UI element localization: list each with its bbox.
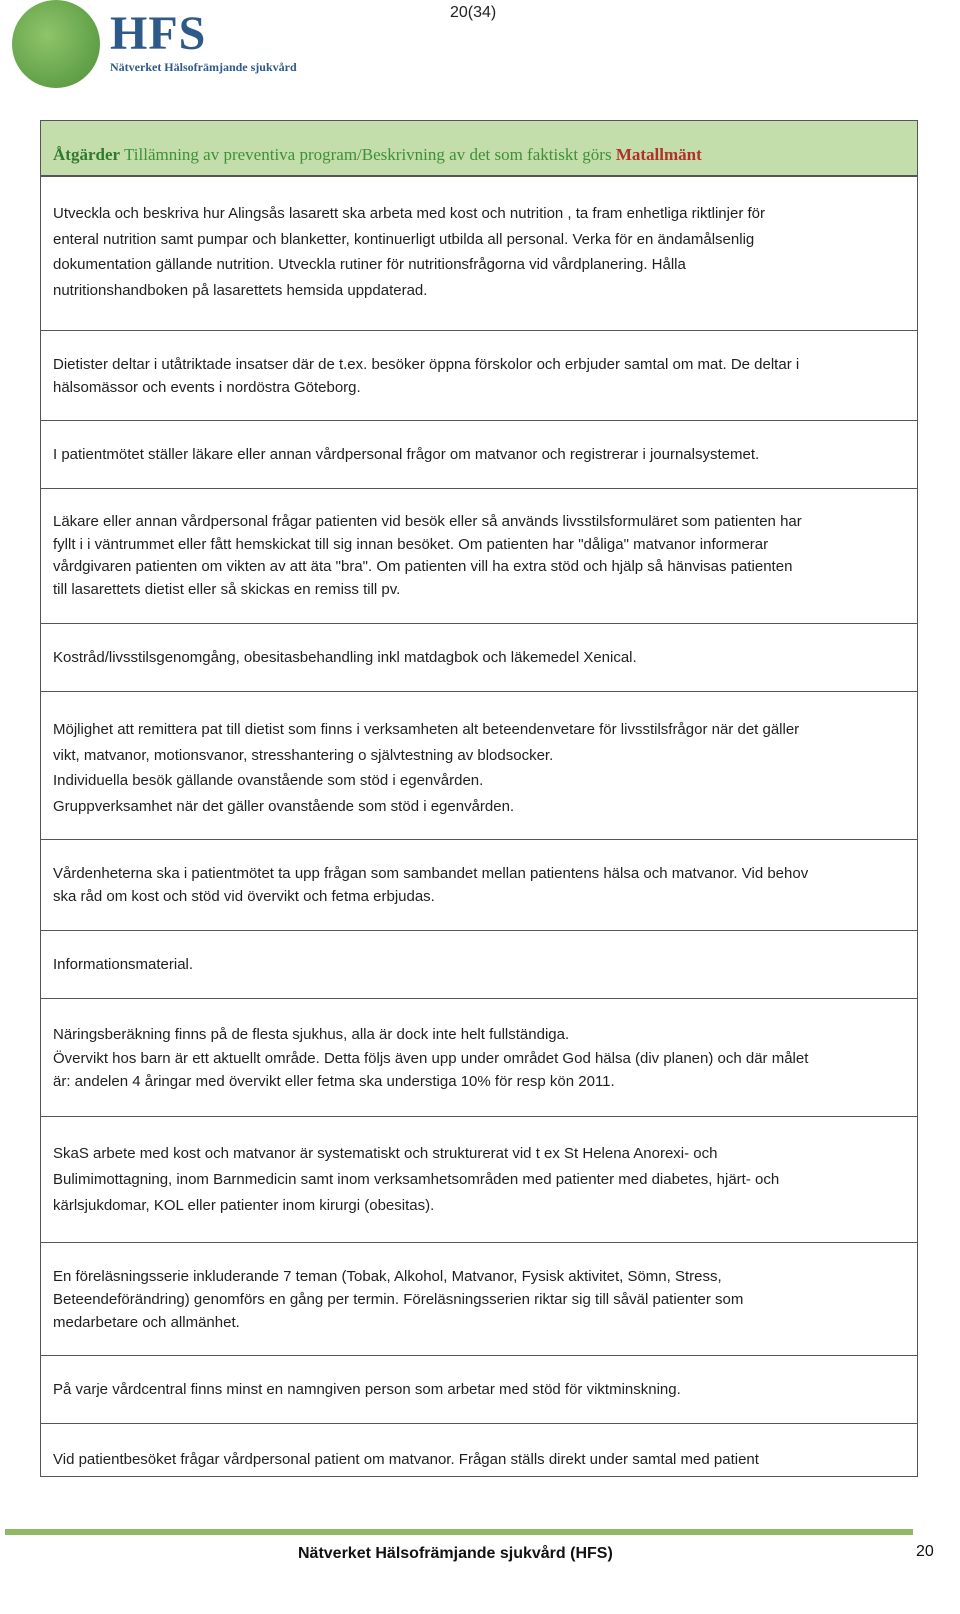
text-line: SkaS arbete med kost och matvanor är systematiskt och strukturerat vid t ex St Helena Anorexi- och (53, 1145, 718, 1162)
table-row (40, 1355, 918, 1424)
text-line: är: andelen 4 åringar med övervikt eller fetma ska understiga 10% för resp kön 2011. (53, 1073, 615, 1090)
table-row (40, 930, 918, 999)
text-line: fyllt i i väntrummet eller fått hemskickat till sig innan besöket. Om patienten har "dåliga" matvanor informerar (53, 535, 769, 553)
text-line: Övervikt hos barn är ett aktuellt område. Detta följs även upp under området God hälsa (div planen) och där målet (53, 1049, 809, 1067)
table-row (40, 420, 918, 489)
text-line: Beteendeförändring) genomförs en gång per termin. Föreläsningsserien riktar sig till såväl patienter som (53, 1291, 744, 1308)
table-row (40, 1423, 918, 1477)
row-text (53, 1448, 905, 1472)
text-line: En föreläsningsserie inkluderande 7 teman (Tobak, Alkohol, Matvanor, Fysisk aktivitet, Sömn, Stress, (53, 1268, 722, 1285)
table-row (40, 998, 918, 1117)
table-row (40, 176, 918, 331)
row-text (53, 646, 905, 670)
row-text (53, 353, 905, 399)
heading-actions: Åtgärder (53, 145, 121, 164)
text-line: På varje vårdcentral finns minst en namngiven person som arbetar med stöd för viktminskning. (53, 1381, 681, 1398)
text-line: Bulimimottagning, inom Barnmedicin samt inom verksamhetsområden med patienter med diabetes, hjärt- och (53, 1171, 780, 1188)
table-row (40, 691, 918, 840)
logo-subtitle: Nätverket Hälsofrämjande sjukvård (110, 60, 297, 74)
footer-divider (5, 1529, 913, 1535)
text-line: Informationsmaterial. (53, 956, 194, 973)
heading-description: Tillämning av preventiva program/Beskrivning av det som faktiskt görs (123, 145, 612, 164)
heading-category: Matallmänt (615, 145, 702, 164)
row-text (53, 1023, 905, 1094)
table-row (40, 1116, 918, 1243)
text-line: Vårdenheterna ska i patientmötet ta upp frågan som sambandet mellan patientens hälsa och matvanor. Vid behov (53, 865, 809, 882)
text-line: ska råd om kost och stöd vid övervikt och fetma erbjudas. (53, 888, 435, 905)
text-line: Individuella besök gällande ovanstående som stöd i egenvården. (53, 772, 484, 789)
table-heading (53, 143, 702, 167)
text-line: Utveckla och beskriva hur Alingsås lasarett ska arbeta med kost och nutrition , ta fram enhetliga riktlinjer för (53, 205, 765, 222)
text-line: enteral nutrition samt pumpar och blanketter, kontinuerligt utbilda all personal. Verka för en ändamålsenlig (53, 230, 755, 248)
row-text (53, 953, 905, 977)
text-line: dokumentation gällande nutrition. Utveckla rutiner för nutritionsfrågorna vid vårdplanering. Hålla (53, 256, 686, 273)
row-text (53, 862, 905, 908)
text-line: Vid patientbesöket frågar vårdpersonal patient om matvanor. Frågan ställs direkt under samtal med patient (53, 1451, 759, 1468)
text-line: Näringsberäkning finns på de flesta sjukhus, alla är dock inte helt fullständiga. (53, 1026, 570, 1043)
footer-page-number: 20 (916, 1543, 934, 1560)
row-text (53, 201, 905, 303)
text-line: nutritionshandboken på lasarettets hemsida uppdaterad. (53, 281, 428, 299)
table-row (40, 623, 918, 692)
text-line: Kostråd/livsstilsgenomgång, obesitasbehandling inkl matdagbok och läkemedel Xenical. (53, 649, 637, 666)
text-line: Dietister deltar i utåtriktade insatser där de t.ex. besöker öppna förskolor och erbjuder samtal om mat. De deltar i (53, 356, 800, 373)
table-row (40, 330, 918, 421)
text-line: Möjlighet att remittera pat till dietist som finns i verksamheten alt beteendenvetare för livsstilsfrågor när det gäller (53, 721, 800, 738)
text-line: Gruppverksamhet när det gäller ovanstående som stöd i egenvården. (53, 797, 515, 815)
table-heading-row (40, 120, 918, 176)
table-row (40, 488, 918, 624)
logo-circle-icon (12, 0, 100, 88)
text-line: vikt, matvanor, motionsvanor, stresshantering o självtestning av blodsocker. (53, 746, 554, 764)
text-line: hälsomässor och events i nordöstra Göteborg. (53, 379, 361, 396)
text-line: kärlsjukdomar, KOL eller patienter inom kirurgi (obesitas). (53, 1197, 435, 1214)
row-text (53, 1141, 905, 1219)
text-line: I patientmötet ställer läkare eller annan vårdpersonal frågor om matvanor och registrerar i journalsystemet. (53, 446, 760, 463)
row-text (53, 1265, 905, 1334)
logo-title: HFS (110, 7, 207, 60)
page-indicator: 20(34) (450, 4, 497, 21)
table-row (40, 1242, 918, 1356)
footer-org: Nätverket Hälsofrämjande sjukvård (HFS) (298, 1545, 613, 1562)
text-line: medarbetare och allmänhet. (53, 1314, 240, 1331)
text-line: till lasarettets dietist eller så skickas en remiss till pv. (53, 580, 401, 598)
text-line: Läkare eller annan vårdpersonal frågar patienten vid besök eller så används livsstilsformuläret som patienten har (53, 513, 802, 530)
row-text (53, 443, 905, 467)
row-text (53, 717, 905, 819)
hfs-logo (10, 0, 310, 92)
row-text (53, 1378, 905, 1402)
table-row (40, 839, 918, 931)
page-header (0, 0, 960, 100)
text-line: vårdgivaren patienten om vikten av att äta "bra". Om patienten vill ha extra stöd och hjälp så hänvisas patienten (53, 558, 793, 575)
row-text (53, 511, 905, 601)
